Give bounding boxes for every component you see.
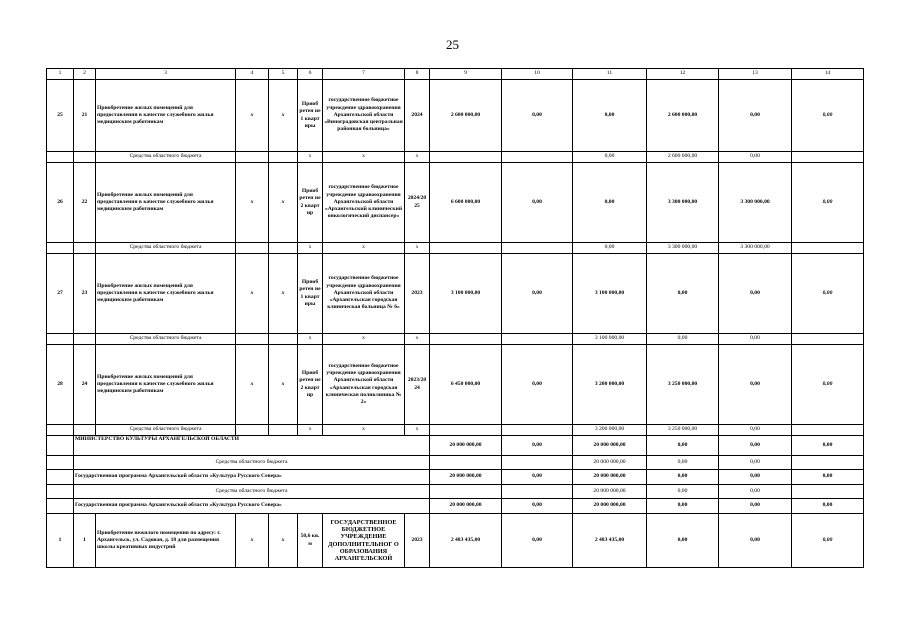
cell-c6: Приоб ретен ие 1 кварт иры <box>298 254 323 334</box>
cell-v11: 20 000 000,00 <box>573 499 647 514</box>
header-cell: 2 <box>74 69 96 80</box>
table-row <box>47 485 864 499</box>
cell-v12: 0,00 <box>647 254 719 334</box>
table-row <box>47 254 864 334</box>
cell-v10: 0,00 <box>502 163 573 243</box>
cell-v13: 0,00 <box>719 425 792 436</box>
cell-v13: 0,00 <box>719 345 792 425</box>
cell-name: Приобретение жилых помещений для предоставления в качестве служебного жилья медицинским работникам <box>96 254 236 334</box>
cell-v9: 6 600 000,00 <box>430 163 502 243</box>
table-row <box>47 499 864 514</box>
cell-v11: 0,00 <box>573 243 647 254</box>
cell-c8: х <box>405 425 430 436</box>
table-row <box>47 163 864 243</box>
table-row <box>47 334 864 345</box>
header-cell: 7 <box>323 69 405 80</box>
page-number: 25 <box>446 37 459 52</box>
cell-c4: х <box>236 163 269 243</box>
program-label: Государственная программа Архангельской области «Культура Русского Севера» <box>74 470 430 485</box>
budget-table <box>46 68 864 568</box>
cell-v13: 0,00 <box>719 456 792 470</box>
cell-v9: 2 600 000,00 <box>430 80 502 152</box>
cell-v11: 3 100 000,00 <box>573 254 647 334</box>
header-cell: 13 <box>719 69 792 80</box>
table-row <box>47 80 864 152</box>
cell-num2: 1 <box>74 514 96 568</box>
cell-v9: 20 000 000,00 <box>430 436 502 456</box>
cell-v12: 3 250 000,00 <box>647 425 719 436</box>
cell-v14: 0,00 <box>792 254 864 334</box>
cell-c8: х <box>405 334 430 345</box>
header-row <box>47 69 864 80</box>
cell-v12: 2 600 000,00 <box>647 152 719 163</box>
cell-v13: 0,00 <box>719 470 792 485</box>
header-cell: 9 <box>430 69 502 80</box>
cell-sub-label: Средства областного бюджета <box>96 334 236 345</box>
cell-v13: 0,00 <box>719 485 792 499</box>
cell-v11: 0,00 <box>573 152 647 163</box>
cell-c7: государственное бюджетное учреждение здравоохранения Архангельской области «Архангельская городская клиническая поликлиника № 2» <box>323 345 405 425</box>
header-cell: 12 <box>647 69 719 80</box>
cell-c6: 50,6 кв. м <box>298 514 323 568</box>
cell-c7: государственное бюджетное учреждение здравоохранения Архангельской области «Архангельская городская клиническая больница № 6» <box>323 254 405 334</box>
cell-num: 1 <box>47 514 74 568</box>
cell-c5: х <box>269 163 298 243</box>
cell-v14: 0,00 <box>792 499 864 514</box>
cell-v10: 0,00 <box>502 254 573 334</box>
cell-c6: Приоб ретен ие 2 кварт ир <box>298 163 323 243</box>
cell-c4: х <box>236 254 269 334</box>
cell-v10: 0,00 <box>502 345 573 425</box>
cell-c7: х <box>323 152 405 163</box>
cell-v12: 0,00 <box>647 470 719 485</box>
cell-c5: х <box>269 254 298 334</box>
cell-v14: 0,00 <box>792 436 864 456</box>
cell-c6: х <box>298 152 323 163</box>
cell-v14: 0,00 <box>792 345 864 425</box>
cell-c7: х <box>323 243 405 254</box>
header-cell: 3 <box>96 69 236 80</box>
header-cell: 5 <box>269 69 298 80</box>
cell-v12: 3 250 000,00 <box>647 345 719 425</box>
cell-v10: 0,00 <box>502 514 573 568</box>
cell-v13: 0,00 <box>719 254 792 334</box>
cell-num: 27 <box>47 254 74 334</box>
cell-year: 2024 <box>405 80 430 152</box>
cell-c7: государственное бюджетное учреждение здравоохранения Архангельской области «Виноградовская центральная районная больница» <box>323 80 405 152</box>
cell-v12: 2 600 000,00 <box>647 80 719 152</box>
program-label: Государственная программа Архангельской области «Культура Русского Севера» <box>74 499 430 514</box>
cell-sub-label: Средства областного бюджета <box>96 425 236 436</box>
cell-year: 2023 <box>405 254 430 334</box>
cell-v12: 0,00 <box>647 436 719 456</box>
cell-v10: 0,00 <box>502 80 573 152</box>
cell-v13: 0,00 <box>719 334 792 345</box>
header-cell: 14 <box>792 69 864 80</box>
cell-year: 2023/20 24 <box>405 345 430 425</box>
cell-v9: 20 000 000,00 <box>430 470 502 485</box>
cell-v11: 2 483 435,00 <box>573 514 647 568</box>
ministry-label: МИНИСТЕРСТВО КУЛЬТУРЫ АРХАНГЕЛЬСКОЙ ОБЛАСТИ <box>74 436 430 456</box>
cell-c7: х <box>323 425 405 436</box>
cell-v14: 0,00 <box>792 163 864 243</box>
cell-c4: х <box>236 345 269 425</box>
cell-c7: ГОСУДАРСТВЕННОЕ БЮДЖЕТНОЕ УЧРЕЖДЕНИЕ ДОПОЛНИТЕЛЬНОГ О ОБРАЗОВАНИЯ АРХАНГЕЛЬСКОЙ <box>323 514 405 568</box>
cell-sub-label: Средства областного бюджета <box>96 243 236 254</box>
cell-c7: государственное бюджетное учреждение здравоохранения Архангельской области «Архангельский клинический онкологический диспансер» <box>323 163 405 243</box>
table-row <box>47 345 864 425</box>
header-cell: 10 <box>502 69 573 80</box>
cell-num: 26 <box>47 163 74 243</box>
table-row <box>47 425 864 436</box>
cell-year: 2024/20 25 <box>405 163 430 243</box>
cell-c5: х <box>269 345 298 425</box>
cell-v11: 20 000 000,00 <box>573 456 647 470</box>
cell-v11: 3 100 000,00 <box>573 334 647 345</box>
header-cell: 1 <box>47 69 74 80</box>
cell-num2: 23 <box>74 254 96 334</box>
cell-v11: 0,00 <box>573 163 647 243</box>
table-row <box>47 436 864 456</box>
cell-year: 2023 <box>405 514 430 568</box>
cell-sub-label: Средства областного бюджета <box>74 456 430 470</box>
header-cell: 4 <box>236 69 269 80</box>
cell-v12: 0,00 <box>647 334 719 345</box>
cell-v12: 0,00 <box>647 499 719 514</box>
cell-v13: 0,00 <box>719 499 792 514</box>
cell-c8: х <box>405 243 430 254</box>
cell-v12: 0,00 <box>647 456 719 470</box>
cell-v14: 0,00 <box>792 80 864 152</box>
cell-v13: 0,00 <box>719 80 792 152</box>
cell-name: Приобретение жилых помещений для предоставления в качестве служебного жилья медицинским работникам <box>96 345 236 425</box>
cell-c4: х <box>236 80 269 152</box>
table-row <box>47 243 864 254</box>
header-cell: 11 <box>573 69 647 80</box>
cell-v12: 0,00 <box>647 514 719 568</box>
cell-v11: 20 000 000,00 <box>573 436 647 456</box>
table-row <box>47 152 864 163</box>
cell-v9: 2 483 435,00 <box>430 514 502 568</box>
cell-v12: 3 300 000,00 <box>647 163 719 243</box>
cell-v12: 0,00 <box>647 485 719 499</box>
cell-c6: х <box>298 425 323 436</box>
cell-v11: 3 200 000,00 <box>573 425 647 436</box>
cell-v13: 0,00 <box>719 514 792 568</box>
cell-sub-label: Средства областного бюджета <box>74 485 430 499</box>
header-cell: 8 <box>405 69 430 80</box>
cell-c4: х <box>236 514 269 568</box>
cell-v11: 20 000 000,00 <box>573 485 647 499</box>
cell-sub-label: Средства областного бюджета <box>96 152 236 163</box>
header-cell: 6 <box>298 69 323 80</box>
cell-v9: 6 450 000,00 <box>430 345 502 425</box>
cell-v12: 3 300 000,00 <box>647 243 719 254</box>
cell-num2: 24 <box>74 345 96 425</box>
cell-v13: 0,00 <box>719 152 792 163</box>
cell-num: 25 <box>47 80 74 152</box>
cell-v13: 3 300 000,00 <box>719 163 792 243</box>
cell-c5: х <box>269 514 298 568</box>
cell-num2: 22 <box>74 163 96 243</box>
table-row <box>47 514 864 568</box>
cell-v9: 3 100 000,00 <box>430 254 502 334</box>
cell-v11: 0,00 <box>573 80 647 152</box>
cell-v13: 3 300 000,00 <box>719 243 792 254</box>
cell-name: Приобретение жилых помещений для предоставления в качестве служебного жилья медицинским работникам <box>96 80 236 152</box>
cell-v11: 20 000 000,00 <box>573 470 647 485</box>
cell-v11: 3 200 000,00 <box>573 345 647 425</box>
cell-v13: 0,00 <box>719 436 792 456</box>
cell-name: Приобретение нежилого помещения по адресу: г. Архангельск, ул. Садовая, д. 18 для размещения школы креативных индустрий <box>96 514 236 568</box>
cell-num2: 21 <box>74 80 96 152</box>
cell-name: Приобретение жилых помещений для предоставления в качестве служебного жилья медицинским работникам <box>96 163 236 243</box>
table-row <box>47 456 864 470</box>
cell-v14: 0,00 <box>792 470 864 485</box>
cell-c6: Приоб ретен ие 1 кварт иры <box>298 80 323 152</box>
cell-c6: Приоб ретен ие 2 кварт ир <box>298 345 323 425</box>
table-row <box>47 470 864 485</box>
cell-v10: 0,00 <box>502 499 573 514</box>
cell-c7: х <box>323 334 405 345</box>
cell-num: 28 <box>47 345 74 425</box>
cell-v9: 20 000 000,00 <box>430 499 502 514</box>
cell-c8: х <box>405 152 430 163</box>
cell-v14: 0,00 <box>792 514 864 568</box>
cell-v10: 0,00 <box>502 470 573 485</box>
cell-v10: 0,00 <box>502 436 573 456</box>
cell-c6: х <box>298 243 323 254</box>
cell-c5: х <box>269 80 298 152</box>
cell-c6: х <box>298 334 323 345</box>
